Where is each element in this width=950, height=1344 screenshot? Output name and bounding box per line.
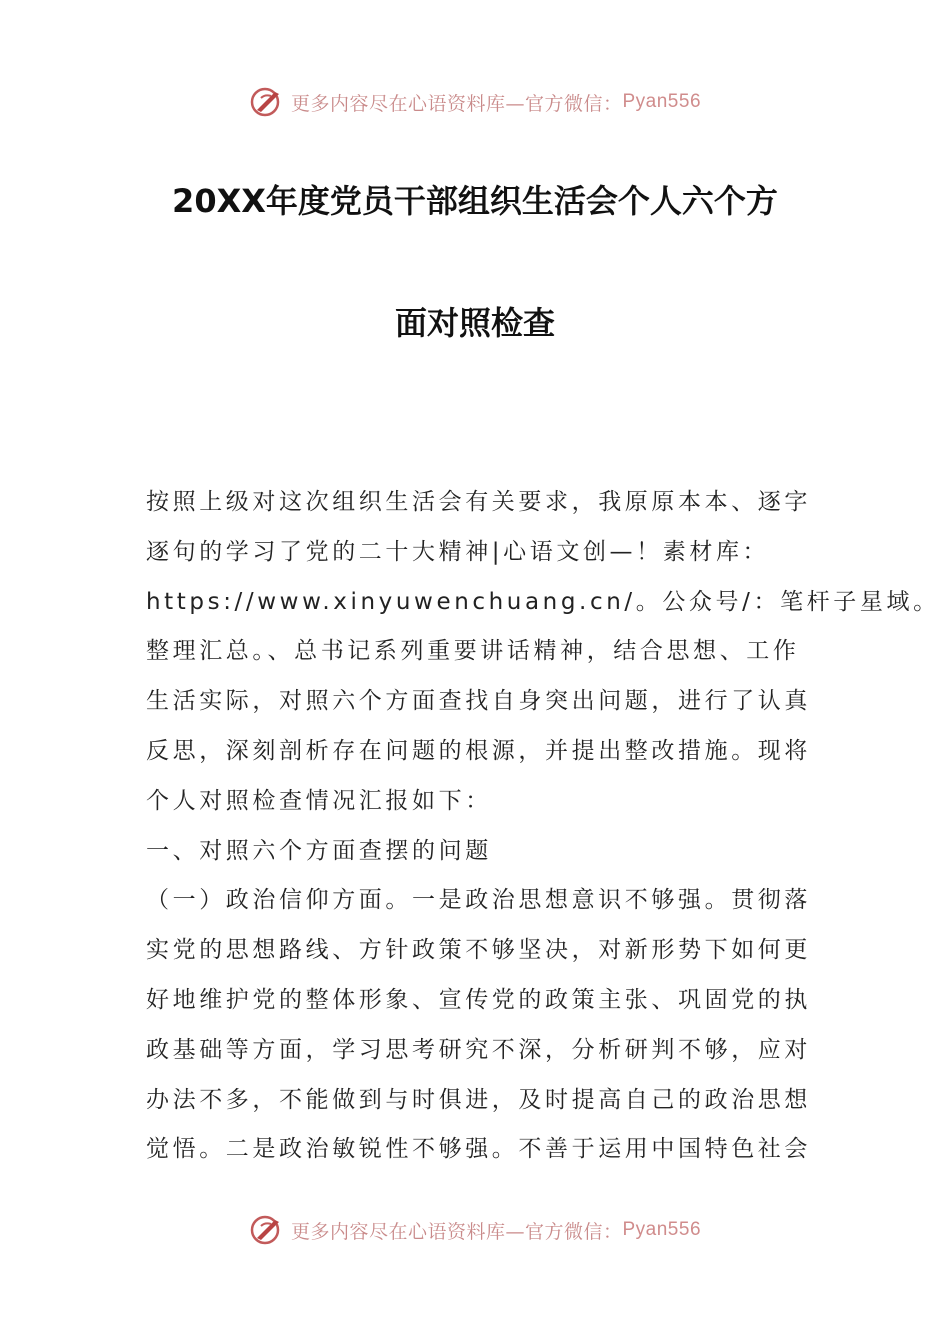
banner-text: 更多内容尽在心语资料库— <box>290 1220 525 1243</box>
banner-text: 更多内容尽在心语资料库— <box>290 92 525 115</box>
body-line: 反思，深刻剖析存在问题的根源，并提出整改措施。现将 <box>146 737 811 764</box>
banner-wechat-label: 官方微信： <box>524 1220 623 1243</box>
body-line: https://www.xinyuwenchuang.cn/。公众号/：笔杆子星域。 <box>146 588 940 615</box>
body-line: 个人对照检查情况汇报如下： <box>146 787 492 814</box>
banner-account: Pyan556 <box>622 91 702 112</box>
document-title-line-1: 20XX年度党员干部组织生活会个人六个方 <box>172 182 778 220</box>
body-line: 政基础等方面，学习思考研究不深，分析研判不够，应对 <box>146 1036 811 1063</box>
pen-logo-icon <box>249 1212 285 1248</box>
body-line: 生活实际，对照六个方面查找自身突出问题，进行了认真 <box>146 688 811 715</box>
banner-account: Pyan556 <box>622 1219 702 1240</box>
body-line: 逐句的学习了党的二十大精神|心语文创—！素材库： <box>146 538 770 565</box>
body-line: （一）政治信仰方面。一是政治思想意识不够强。贯彻落 <box>146 887 811 914</box>
body-line: 办法不多，不能做到与时俱进，及时提高自己的政治思想 <box>146 1086 811 1113</box>
body-line: 按照上级对这次组织生活会有关要求，我原原本本、逐字 <box>146 489 811 515</box>
banner-wechat-label: 官方微信： <box>524 92 623 115</box>
body-line: 觉悟。二是政治敏锐性不够强。不善于运用中国特色社会 <box>146 1136 811 1163</box>
body-line: 好地维护党的整体形象、宣传党的政策主张、巩固党的执 <box>146 986 811 1013</box>
body-line: 整理汇总。、总书记系列重要讲话精神，结合思想、工作 <box>146 638 800 665</box>
footer-banner <box>0 1210 950 1250</box>
body-line: 实党的思想路线、方针政策不够坚决，对新形势下如何更 <box>146 937 811 964</box>
body-text <box>146 478 940 1175</box>
pen-logo-icon <box>249 84 285 120</box>
header-banner <box>0 82 950 122</box>
section-heading: 一、对照六个方面查摆的问题 <box>146 837 492 864</box>
document-title-line-2: 面对照检查 <box>394 304 555 342</box>
